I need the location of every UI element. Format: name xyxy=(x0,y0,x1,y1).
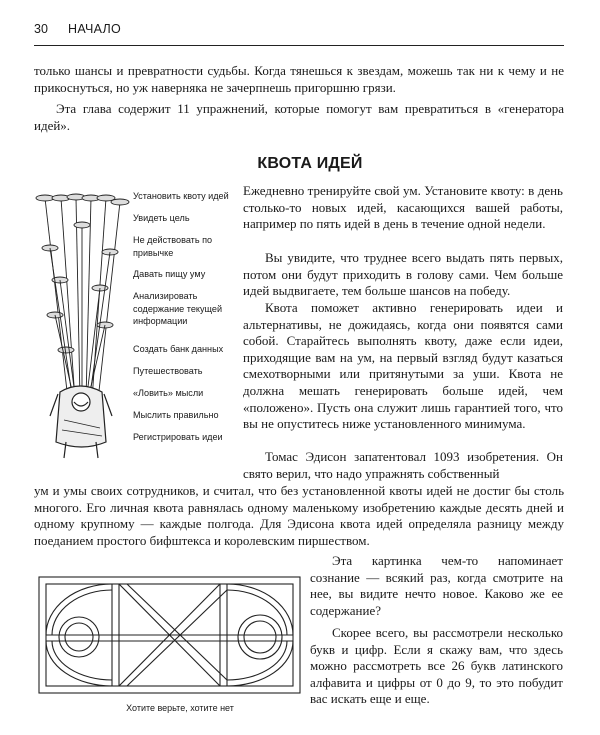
list-item: Мыслить правильно xyxy=(133,410,219,420)
header-rule xyxy=(34,45,564,46)
list-item: Не действовать по привычке xyxy=(133,235,213,258)
plate-spinner-illustration xyxy=(20,180,135,460)
running-header xyxy=(34,22,562,42)
list-item: Создать банк данных xyxy=(133,344,224,354)
intro-paragraph-1: только шансы и превратности судьбы. Когда тянешься к звездам, можешь так ни к чему и не прикоснуться, но уж наверняка не зачерпнешь пригоршню грязи. xyxy=(34,63,564,95)
intro-paragraph-2: Эта глава содержит 11 упражнений, которые помогут вам превратиться в «генератора идей». xyxy=(34,101,564,133)
body-paragraph-3: Квота поможет активно генерировать идеи и альтернативы, не дожидаясь, когда они появятся сами собой. Старайтесь выполнять квоту, даже если идеи, приходящие вам на ум, на первый взгляд будут казаться смехотворными или притянутыми за уши. Квота не должна мешать генерировать больше идей, чем «положено». Пусть она служит лишь гарантией того, что вы не опуститесь ниже установленного минимума. xyxy=(243,300,563,432)
page-number: 30 xyxy=(34,22,48,36)
list-item: Анализировать содержание текущей информации xyxy=(133,291,223,327)
body-paragraph-2: Вы увидите, что труднее всего выдать пять первых, потом они будут приходить в голову сами. Чем больше идей выдвигаете, тем больше шансов на победу. xyxy=(243,250,563,299)
body-paragraph-1: Ежедневно тренируйте свой ум. Установите квоту: в день столько-то новых идей, касающихся вашей работы, например по пять идей в день в течение одной недели. xyxy=(243,183,563,232)
body-paragraph-6: Скорее всего, вы рассмотрели несколько букв и цифр. Если я скажу вам, что здесь можно рассмотреть все 26 букв латинского алфавита и цифры от 0 до 9, то это побудит вас искать еще и еще. xyxy=(310,625,563,707)
list-item: Увидеть цель xyxy=(133,213,190,223)
hidden-letters-puzzle-figure xyxy=(37,575,302,695)
list-item: Давать пищу уму xyxy=(133,269,206,279)
list-item: Установить квоту идей xyxy=(133,191,229,201)
body-paragraph-4-start: Томас Эдисон запатентовал 1093 изобретения. Он свято верил, что надо упражнять собственный xyxy=(243,449,563,481)
body-paragraph-4-continued: ум и умы своих сотрудников, и считал, что без установленной квоты идей не достиг бы столь многого. Его личная квота равнялась одному маленькому изобретению каждые десять дней и одному крупному — каждые полгода. Для Эдисона квота идей определяла разницу между поеданием простого бифштекса и королевским пиршеством. xyxy=(34,483,564,548)
body-paragraph-5: Эта картинка чем-то напоминает сознание — всякий раз, когда смотрите на нее, вы видите нечто новое. Каково же ее содержание? xyxy=(310,553,563,618)
list-item: Путешествовать xyxy=(133,366,203,376)
list-item: Регистрировать идеи xyxy=(133,432,223,442)
list-item: «Ловить» мысли xyxy=(133,388,204,398)
section-title: КВОТА ИДЕЙ xyxy=(257,155,363,172)
figure-caption: Хотите верьте, хотите нет xyxy=(126,703,234,713)
section-name: НАЧАЛО xyxy=(68,22,122,36)
